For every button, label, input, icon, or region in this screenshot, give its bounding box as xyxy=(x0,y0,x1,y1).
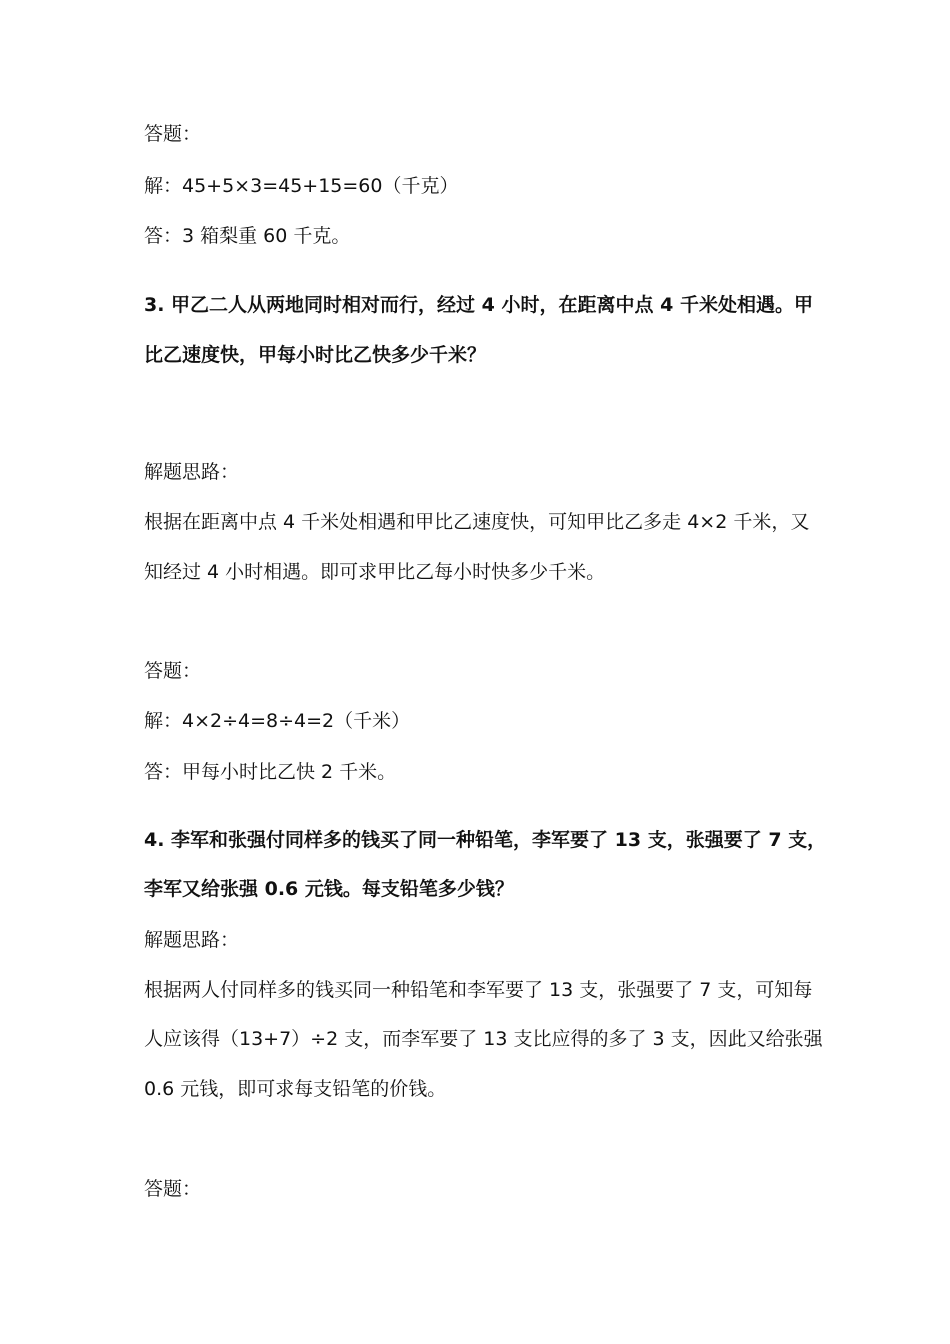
q3-solution: 解：4×2÷4=8÷4=2（千米） xyxy=(144,710,411,732)
q4-analysis-line1: 根据两人付同样多的钱买同一种铅笔和李军要了 13 支，张强要了 7 支，可知每 xyxy=(144,979,813,1001)
q4-analysis-heading: 解题思路： xyxy=(144,929,240,951)
prev-answer-statement: 答：3 箱梨重 60 千克。 xyxy=(144,225,351,247)
q3-analysis-heading: 解题思路： xyxy=(144,461,240,483)
prev-answer-solution: 解：45+5×3=45+15=60（千克） xyxy=(144,175,459,197)
q4-question-line2: 李军又给张强 0.6 元钱。每支铅笔多少钱？ xyxy=(144,878,514,900)
q3-analysis-line2: 知经过 4 小时相遇。即可求甲比乙每小时快多少千米。 xyxy=(144,561,606,583)
prev-answer-heading: 答题： xyxy=(144,123,202,145)
q4-question-line1: 4. 李军和张强付同样多的钱买了同一种铅笔，李军要了 13 支，张强要了 7 支， xyxy=(144,829,827,851)
q3-answer-statement: 答：甲每小时比乙快 2 千米。 xyxy=(144,761,397,783)
q3-question-line2: 比乙速度快，甲每小时比乙快多少千米？ xyxy=(144,344,487,366)
q3-analysis-line1: 根据在距离中点 4 千米处相遇和甲比乙速度快，可知甲比乙多走 4×2 千米，又 xyxy=(144,511,810,533)
q3-answer-heading: 答题： xyxy=(144,660,202,682)
q4-answer-heading: 答题： xyxy=(144,1178,202,1200)
q4-analysis-line2: 人应该得（13+7）÷2 支，而李军要了 13 支比应得的多了 3 支，因此又给张强 xyxy=(144,1028,823,1050)
q3-question-line1: 3. 甲乙二人从两地同时相对而行，经过 4 小时，在距离中点 4 千米处相遇。甲 xyxy=(144,294,813,316)
q4-analysis-line3: 0.6 元钱，即可求每支铅笔的价钱。 xyxy=(144,1078,447,1100)
